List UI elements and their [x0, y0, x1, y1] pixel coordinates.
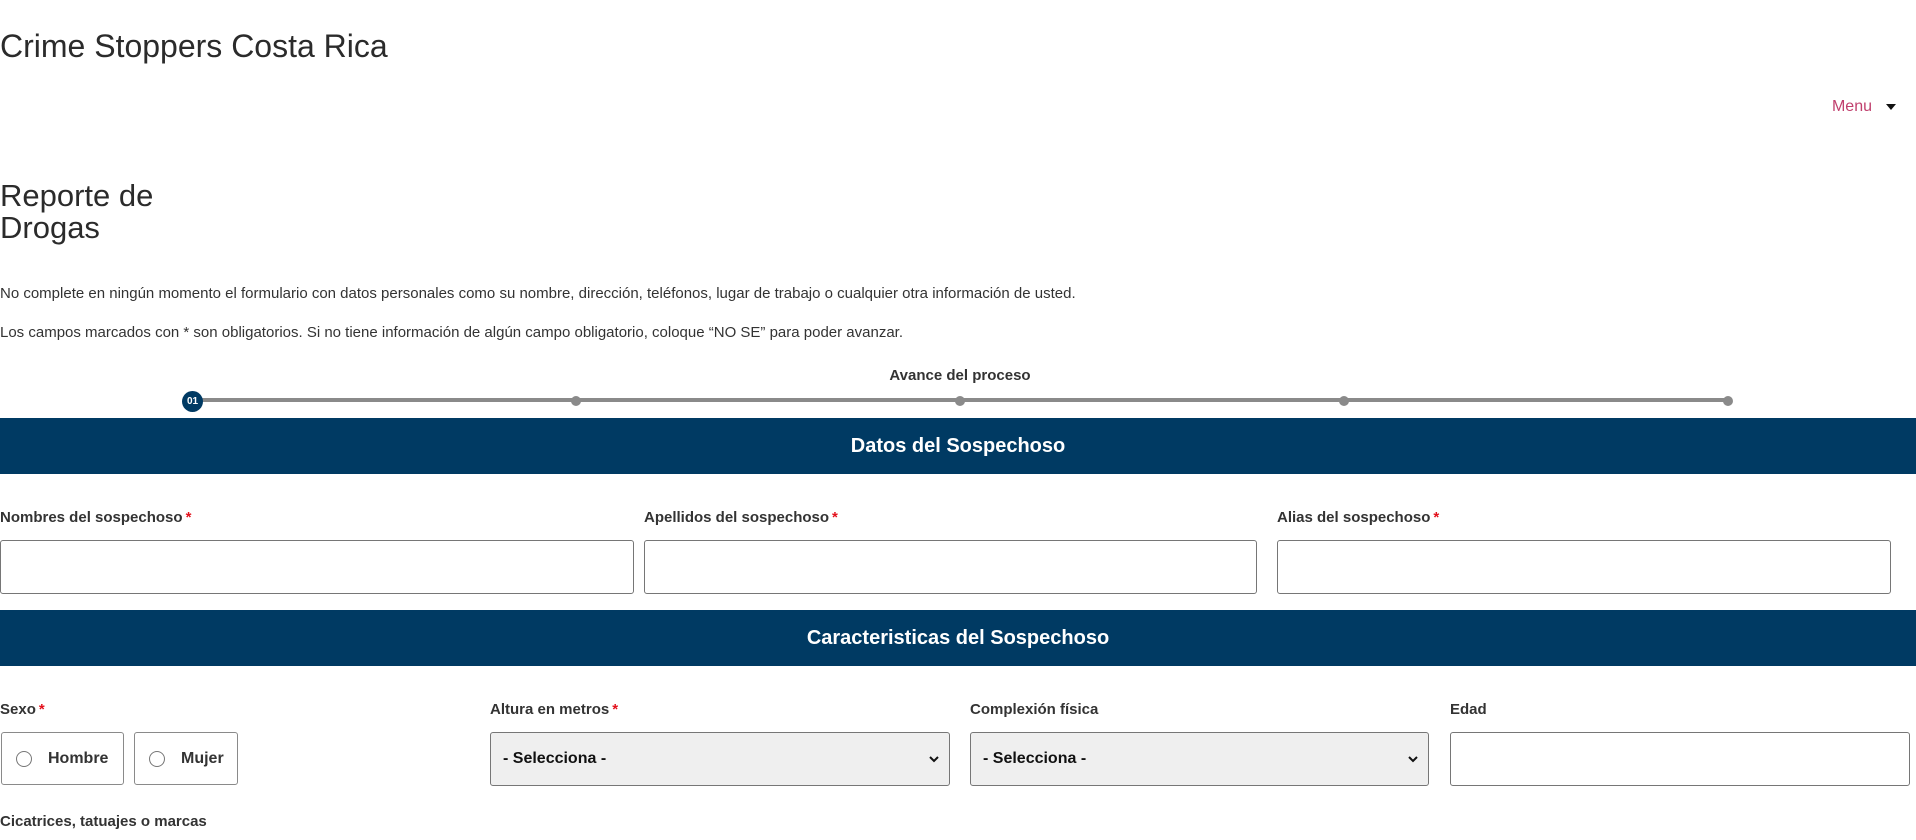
- complexion-select[interactable]: [970, 732, 1429, 786]
- sexo-option-hombre[interactable]: [1, 732, 124, 785]
- progress-step-4: [1339, 396, 1349, 406]
- required-mark: *: [38, 701, 45, 718]
- altura-select[interactable]: [490, 732, 950, 786]
- apellidos-input[interactable]: [644, 540, 1257, 594]
- section-heading: Caracteristicas del Sospechoso: [806, 626, 1110, 649]
- required-fields-notice: Los campos marcados con * son obligatorios. Si no tiene información de algún campo obligatorio, coloque “NO SE” para poder avanzar.: [0, 324, 904, 341]
- progress-step-3: [955, 396, 965, 406]
- menu-label[interactable]: Menu: [1831, 98, 1872, 115]
- required-mark: *: [185, 509, 192, 526]
- progress-step-1-active: [182, 391, 203, 412]
- menu-toggle[interactable]: [1832, 98, 1896, 116]
- cicatrices-label: Cicatrices, tatuajes o marcas: [0, 813, 207, 830]
- progress-step-2: [571, 396, 581, 406]
- apellidos-label-text: Apellidos del sospechoso: [644, 509, 830, 526]
- altura-label-text: Altura en metros: [490, 701, 610, 718]
- sexo-label: [0, 701, 45, 718]
- edad-label: Edad: [1450, 701, 1487, 718]
- section-heading: Datos del Sospechoso: [850, 434, 1066, 457]
- alias-input[interactable]: [1277, 540, 1891, 594]
- chevron-down-icon: [929, 754, 939, 764]
- chevron-down-icon: [1408, 754, 1418, 764]
- progress-title: Avance del proceso: [889, 367, 1031, 384]
- sexo-label-text: Sexo: [0, 701, 36, 718]
- required-mark: *: [1433, 509, 1440, 526]
- site-title[interactable]: Crime Stoppers Costa Rica: [0, 28, 388, 64]
- page-title: Reporte de Drogas: [0, 178, 154, 245]
- complexion-label: Complexión física: [970, 701, 1099, 718]
- progress-step-number: 01: [186, 396, 199, 407]
- alias-label-text: Alias del sospechoso: [1277, 509, 1431, 526]
- progress-step-5: [1723, 396, 1733, 406]
- nombres-label-text: Nombres del sospechoso: [0, 509, 183, 526]
- sexo-option-mujer[interactable]: [134, 732, 238, 785]
- section-header-caracteristicas: [0, 610, 1916, 666]
- nombres-input[interactable]: [0, 540, 634, 594]
- edad-input[interactable]: [1450, 732, 1910, 786]
- required-mark: *: [832, 509, 838, 526]
- required-mark: *: [612, 701, 619, 718]
- apellidos-label: [644, 509, 838, 526]
- alias-label: [1277, 509, 1439, 526]
- nombres-label: [0, 509, 191, 526]
- privacy-notice: No complete en ningún momento el formulario con datos personales como su nombre, dirección, teléfonos, lugar de trabajo o cualquier otra información de usted.: [0, 285, 1076, 302]
- complexion-selected-value: - Selecciona -: [983, 750, 1087, 767]
- radio-hombre[interactable]: [16, 751, 32, 767]
- radio-mujer[interactable]: [149, 751, 165, 767]
- caret-down-icon[interactable]: [1886, 104, 1896, 110]
- radio-label-mujer[interactable]: Mujer: [181, 749, 224, 767]
- section-header-datos: [0, 418, 1916, 474]
- altura-label: [490, 701, 618, 718]
- altura-selected-value: - Selecciona -: [503, 750, 607, 767]
- radio-label-hombre[interactable]: Hombre: [48, 749, 109, 767]
